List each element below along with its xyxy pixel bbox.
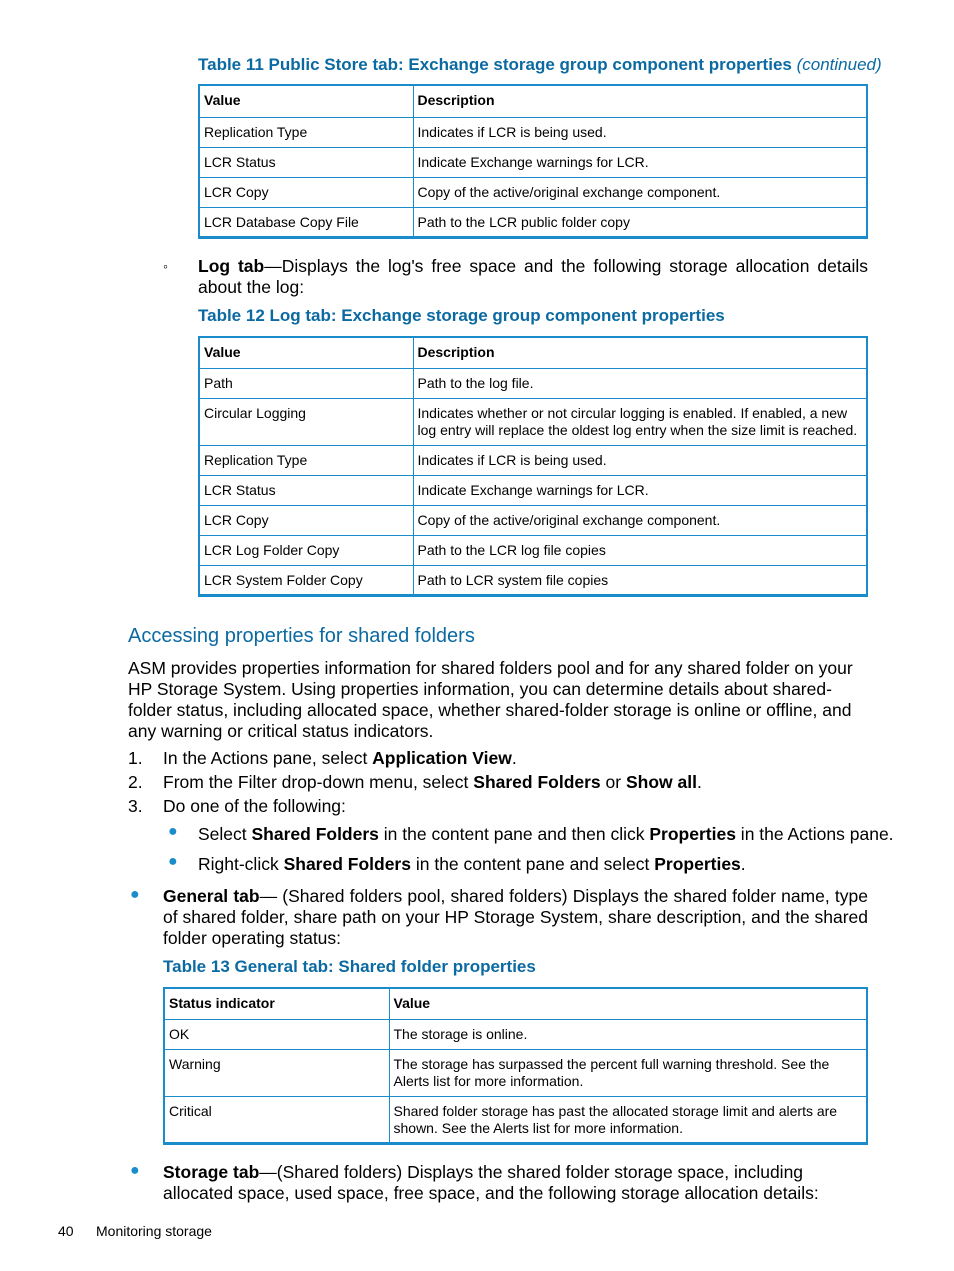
bullet-text: Right-click [198, 854, 284, 874]
table-header-row [164, 988, 867, 1019]
step-2 [163, 772, 702, 793]
bullet-icon: ● [130, 1162, 140, 1179]
table-cell: Circular Logging [199, 398, 413, 445]
table-cell: Path to the log file. [413, 368, 867, 398]
continued-label: (continued) [796, 55, 882, 74]
table-cell: LCR Status [199, 475, 413, 505]
table-cell: Indicates if LCR is being used. [413, 445, 867, 475]
bullet-bold: Properties [649, 824, 736, 844]
storage-tab-label: Storage tab [163, 1162, 260, 1182]
step-number: 2. [128, 772, 143, 792]
bullet-bold: Shared Folders [283, 854, 411, 874]
table-cell: The storage has surpassed the percent full warning threshold. See the Alerts list for more information. [389, 1049, 867, 1096]
step-number: 1. [128, 748, 143, 768]
step-text: In the Actions pane, select [163, 748, 373, 768]
step-bold: Shared Folders [473, 772, 601, 792]
table-header-row [199, 85, 867, 117]
table-cell: Path to LCR system file copies [413, 565, 867, 595]
step-bold: Show all [625, 772, 697, 792]
bullet-text: Select [198, 824, 252, 844]
bullet-icon: ● [130, 886, 140, 903]
table-cell: Critical [164, 1096, 389, 1143]
table-cell: Indicate Exchange warnings for LCR. [413, 475, 867, 505]
column-header: Value [199, 337, 413, 368]
table-row [199, 117, 867, 147]
intro-paragraph: ASM provides properties information for shared folders pool and for any shared folder on your HP Storage System. Using properties information, you can determine details about shared-folder status, including allocated space, whether shared-folder storage is online or offline, and any warning or critical status indicators. [128, 658, 853, 741]
table-row [199, 565, 867, 595]
column-header: Value [199, 85, 413, 117]
table-row [199, 368, 867, 398]
table-11-caption-text: Table 11 Public Store tab: Exchange storage group component properties [198, 55, 792, 74]
table-cell: Indicates whether or not circular logging is enabled. If enabled, a new log entry will replace the oldest log entry when the size limit is reached. [413, 398, 867, 445]
sub-bullet-1 [198, 824, 894, 845]
table-row [199, 207, 867, 237]
bullet-text: in the content pane and then click [378, 824, 650, 844]
general-tab-label: General tab [163, 886, 260, 906]
general-tab-text: — (Shared folders pool, shared folders) Displays the shared folder name, type of shared folder, share path on your HP Storage System, share description, and the shared folder operating status: [163, 886, 868, 948]
table-row [164, 1096, 867, 1143]
table-cell: Path to the LCR public folder copy [413, 207, 867, 237]
table-cell: Shared folder storage has past the allocated storage limit and alerts are shown. See the Alerts list for more information. [389, 1096, 867, 1143]
step-1 [163, 748, 517, 769]
table-cell: LCR System Folder Copy [199, 565, 413, 595]
column-header: Status indicator [164, 988, 389, 1019]
table-13-caption: Table 13 General tab: Shared folder properties [163, 957, 536, 976]
table-cell: LCR Database Copy File [199, 207, 413, 237]
table-cell: Indicates if LCR is being used. [413, 117, 867, 147]
bullet-icon: ● [168, 823, 178, 840]
table-11 [198, 84, 868, 239]
table-row [199, 445, 867, 475]
table-cell: Indicate Exchange warnings for LCR. [413, 147, 867, 177]
bullet-bold: Shared Folders [251, 824, 379, 844]
table-row [199, 398, 867, 445]
table-row [164, 1019, 867, 1049]
table-row [164, 1049, 867, 1096]
storage-tab-paragraph [163, 1162, 868, 1204]
bullet-text: in the Actions pane. [735, 824, 894, 844]
log-tab-text: —Displays the log's free space and the following storage allocation details about the log: [198, 256, 869, 297]
bullet-bold: Properties [654, 854, 741, 874]
table-cell: LCR Copy [199, 505, 413, 535]
footer-section-name: Monitoring storage [96, 1223, 212, 1239]
column-header: Value [389, 988, 867, 1019]
step-number: 3. [128, 796, 143, 816]
table-cell: Replication Type [199, 445, 413, 475]
bullet-icon: ● [168, 853, 178, 870]
section-heading: Accessing properties for shared folders [128, 625, 475, 647]
table-row [199, 177, 867, 207]
bullet-text: . [740, 854, 746, 874]
table-row [199, 535, 867, 565]
table-cell: The storage is online. [389, 1019, 867, 1049]
general-tab-paragraph [163, 886, 868, 949]
table-cell: Copy of the active/original exchange component. [413, 177, 867, 207]
column-header: Description [413, 337, 867, 368]
storage-tab-text: —(Shared folders) Displays the shared folder storage space, including allocated space, used space, free space, and the following storage allocation details: [163, 1162, 819, 1203]
step-text: . [696, 772, 702, 792]
table-cell: Path to the LCR log file copies [413, 535, 867, 565]
table-cell: Copy of the active/original exchange component. [413, 505, 867, 535]
step-text: . [511, 748, 517, 768]
table-cell: LCR Copy [199, 177, 413, 207]
step-text: From the Filter drop-down menu, select [163, 772, 474, 792]
table-row [199, 505, 867, 535]
log-tab-paragraph [198, 256, 868, 298]
hollow-bullet-icon: ◦ [163, 258, 168, 274]
log-tab-label: Log tab [198, 256, 265, 276]
table-cell: Path [199, 368, 413, 398]
table-cell: OK [164, 1019, 389, 1049]
table-13 [163, 987, 868, 1145]
bullet-text: in the content pane and select [410, 854, 655, 874]
table-row [199, 475, 867, 505]
table-12-caption: Table 12 Log tab: Exchange storage group component properties [198, 306, 725, 325]
sub-bullet-2 [198, 854, 746, 875]
table-row [199, 147, 867, 177]
step-3: Do one of the following: [163, 796, 346, 816]
table-cell: LCR Status [199, 147, 413, 177]
table-11-caption [198, 55, 882, 75]
table-cell: Warning [164, 1049, 389, 1096]
table-cell: Replication Type [199, 117, 413, 147]
page-number: 40 [58, 1223, 74, 1239]
step-bold: Application View [372, 748, 512, 768]
table-cell: LCR Log Folder Copy [199, 535, 413, 565]
column-header: Description [413, 85, 867, 117]
step-text: or [600, 772, 626, 792]
table-header-row [199, 337, 867, 368]
table-12 [198, 336, 868, 597]
